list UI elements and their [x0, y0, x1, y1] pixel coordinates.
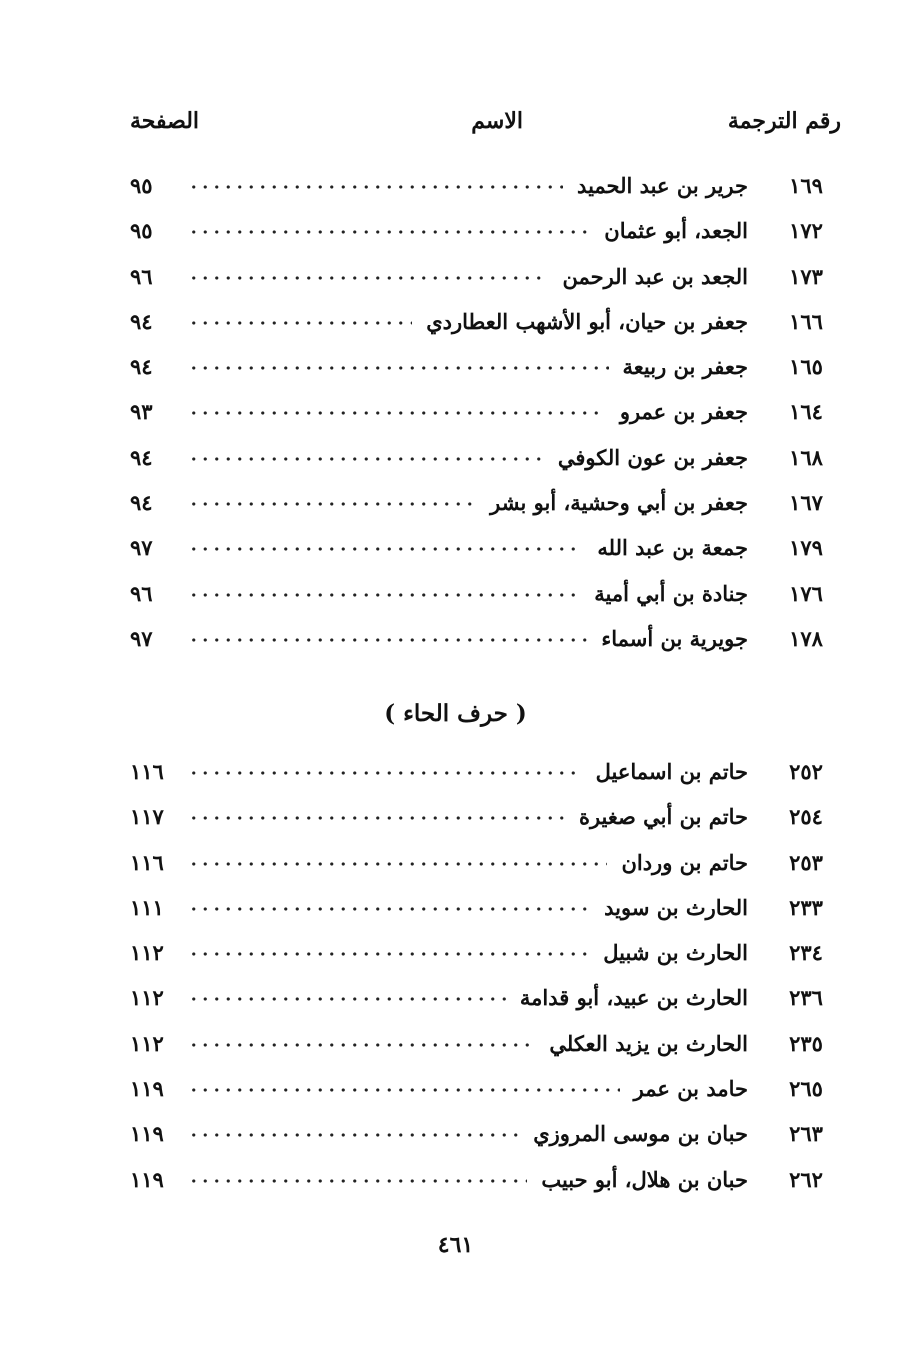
- index-entry-row: [130, 438, 841, 483]
- entry-number: ٢٣٣: [789, 894, 823, 920]
- entry-name: جنادة بن أبي أمية: [594, 580, 748, 606]
- index-entry-row: [130, 528, 841, 573]
- entry-name: حبان بن موسى المروزي: [533, 1121, 748, 1147]
- entry-number: ٢٦٥: [789, 1076, 823, 1102]
- entry-number: ١٧٨: [789, 625, 823, 651]
- index-entry-row: [130, 257, 841, 302]
- entry-name: الجعد، أبو عثمان: [604, 218, 748, 244]
- entry-page-number: ١١١: [130, 894, 164, 920]
- entry-page-number: ٩٦: [130, 580, 153, 606]
- section-jim-entries: [130, 166, 841, 664]
- entry-name: الجعد بن عبد الرحمن: [562, 263, 748, 289]
- dot-leader: [188, 365, 609, 371]
- entry-page-number: ١١٩: [130, 1166, 164, 1192]
- page-number: ٤٦١: [437, 1232, 474, 1258]
- dot-leader: [188, 592, 580, 598]
- dot-leader: [188, 906, 590, 912]
- entry-page-number: ٩٥: [130, 173, 153, 198]
- index-entry-row: [130, 574, 841, 619]
- entry-number: ٢٦٢: [789, 1166, 823, 1192]
- entry-name: حامد بن عمر: [633, 1076, 748, 1102]
- index-entry-row: [130, 843, 841, 888]
- entry-name: حاتم بن اسماعيل: [595, 759, 748, 784]
- index-entry-row: [130, 166, 841, 211]
- entry-page-number: ١١٦: [130, 849, 164, 875]
- entry-page-number: ١١٢: [130, 940, 164, 966]
- entry-name: حاتم بن وردان: [621, 849, 748, 875]
- dot-leader: [188, 501, 476, 507]
- dot-leader: [188, 456, 544, 462]
- index-entry-row: [130, 302, 841, 347]
- entry-page-number: ١١٧: [130, 804, 164, 830]
- entry-page-number: ١١٢: [130, 1030, 164, 1056]
- entry-number: ١٧٣: [789, 263, 823, 289]
- index-entry-row: [130, 392, 841, 437]
- entry-number: ٢٥٣: [789, 849, 823, 875]
- dot-leader: [188, 546, 583, 552]
- entry-number: ٢٥٢: [789, 759, 823, 784]
- section-heading-haa: ( حرف الحاء ): [384, 700, 527, 727]
- dot-leader: [188, 815, 565, 821]
- index-entry-row: [130, 483, 841, 528]
- entry-page-number: ٩٧: [130, 535, 153, 561]
- entry-page-number: ١١٢: [130, 985, 164, 1011]
- dot-leader: [188, 229, 590, 235]
- index-entry-row: [130, 1114, 841, 1159]
- dot-leader: [188, 1087, 620, 1093]
- entry-page-number: ٩٤: [130, 308, 153, 334]
- entry-page-number: ١١٩: [130, 1121, 164, 1147]
- entry-number: ١٧٢: [789, 218, 823, 244]
- entry-number: ٢٥٤: [789, 804, 823, 830]
- column-header: [130, 108, 841, 142]
- entry-number: ٢٦٣: [789, 1121, 823, 1147]
- dot-leader: [188, 770, 582, 776]
- index-entry-row: [130, 978, 841, 1023]
- dot-leader: [188, 1132, 519, 1138]
- dot-leader: [188, 996, 506, 1002]
- entry-number: ١٦٦: [789, 308, 823, 334]
- entry-name: الحارث بن يزيد العكلي: [549, 1030, 748, 1056]
- dot-leader: [188, 1178, 527, 1184]
- entry-number: ١٧٦: [789, 580, 823, 606]
- index-entry-row: [130, 211, 841, 256]
- entry-name: جعفر بن عون الكوفي: [557, 444, 748, 470]
- entry-name: جعفر بن أبي وحشية، أبو بشر: [490, 490, 748, 516]
- entry-name: جويرية بن أسماء: [601, 625, 748, 651]
- entry-page-number: ٩٣: [130, 399, 153, 425]
- dot-leader: [188, 1042, 535, 1048]
- entry-name: جرير بن عبد الحميد: [577, 173, 748, 198]
- entry-number: ١٦٩: [789, 173, 823, 198]
- entry-page-number: ٩٤: [130, 444, 153, 470]
- index-entry-row: [130, 888, 841, 933]
- entry-page-number: ١١٦: [130, 759, 164, 784]
- entry-name: جعفر بن عمرو: [619, 399, 748, 425]
- index-entry-row: [130, 1160, 841, 1205]
- index-entry-row: [130, 1024, 841, 1069]
- entry-page-number: ١١٩: [130, 1076, 164, 1102]
- entry-number: ٢٣٤: [789, 940, 823, 966]
- entry-number: ١٦٨: [789, 444, 823, 470]
- entry-name: جعفر بن حيان، أبو الأشهب العطاردي: [426, 308, 748, 334]
- entry-name: حاتم بن أبي صغيرة: [578, 804, 748, 830]
- entry-number: ١٦٥: [789, 354, 823, 380]
- header-translation-number: رقم الترجمة: [727, 108, 841, 134]
- entry-number: ٢٣٥: [789, 1030, 823, 1056]
- entry-name: الحارث بن شبيل: [603, 940, 748, 966]
- entry-name: حبان بن هلال، أبو حبيب: [541, 1166, 748, 1192]
- entry-page-number: ٩٧: [130, 625, 153, 651]
- index-entry-row: [130, 933, 841, 978]
- entry-name: جعفر بن ربيعة: [622, 354, 748, 380]
- entry-page-number: ٩٤: [130, 490, 153, 516]
- entry-number: ٢٣٦: [789, 985, 823, 1011]
- entry-name: الحارث بن سويد: [604, 894, 748, 920]
- entry-number: ١٦٤: [789, 399, 823, 425]
- index-entry-row: [130, 619, 841, 664]
- dot-leader: [188, 410, 606, 416]
- entry-number: ١٧٩: [789, 535, 823, 561]
- dot-leader: [188, 320, 412, 326]
- entry-page-number: ٩٦: [130, 263, 153, 289]
- section-haa-entries: [130, 752, 841, 1205]
- entry-name: جمعة بن عبد الله: [597, 535, 748, 561]
- entry-page-number: ٩٤: [130, 354, 153, 380]
- dot-leader: [188, 637, 587, 643]
- header-page: الصفحة: [130, 108, 200, 134]
- dot-leader: [188, 861, 607, 867]
- entry-page-number: ٩٥: [130, 218, 153, 244]
- dot-leader: [188, 275, 548, 281]
- index-entry-row: [130, 1069, 841, 1114]
- header-name: الاسم: [471, 108, 523, 134]
- entry-name: الحارث بن عبيد، أبو قدامة: [519, 985, 748, 1011]
- index-entry-row: [130, 752, 841, 797]
- entry-number: ١٦٧: [789, 490, 823, 516]
- index-entry-row: [130, 347, 841, 392]
- dot-leader: [188, 951, 589, 957]
- dot-leader: [188, 184, 563, 190]
- index-entry-row: [130, 797, 841, 842]
